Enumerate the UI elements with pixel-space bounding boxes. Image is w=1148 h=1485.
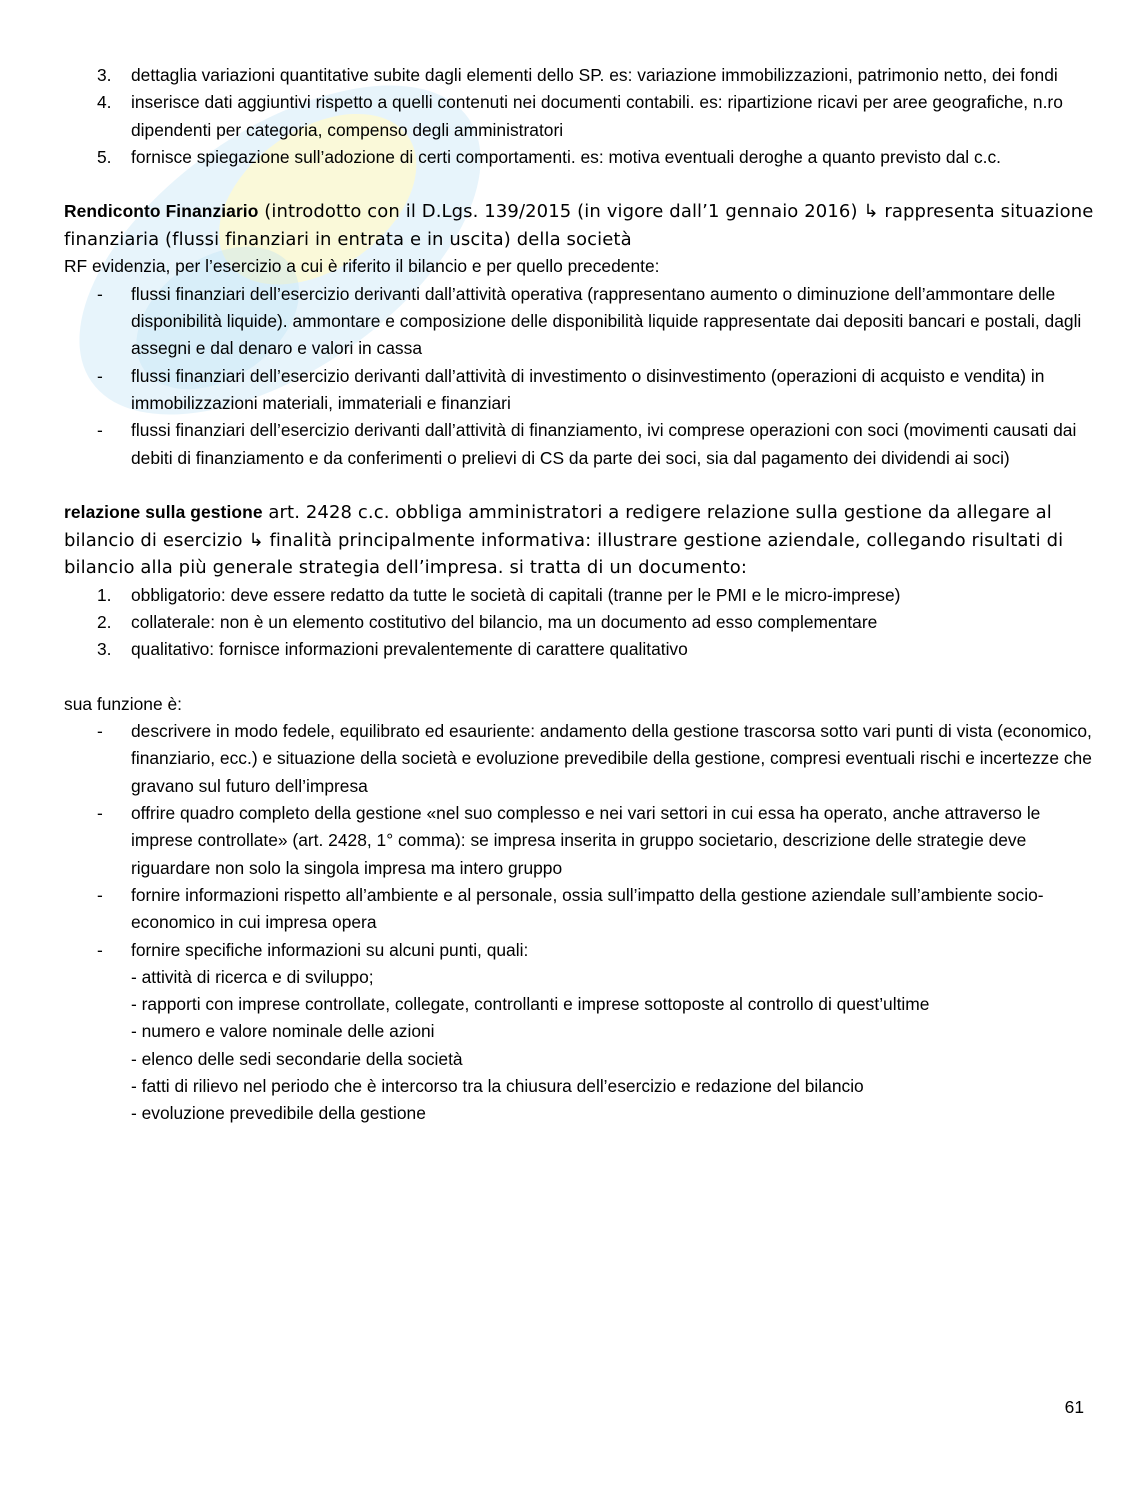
list-item: - flussi finanziari dell’esercizio derivanti dall’attività di investimento o disinvestimento (operazioni di acquisto e vendita) in immobilizzazioni materiali, immateriali e finanziari: [97, 365, 1045, 413]
sub-list-item: - elenco delle sedi secondarie della società: [131, 1048, 463, 1069]
sub-list-item: - fatti di rilievo nel periodo che è intercorso tra la chiusura dell’esercizio e redazione del bilancio: [131, 1076, 864, 1096]
funzione-list: [64, 718, 1094, 1127]
sub-list-item: - rapporti con imprese controllate, collegate, controllanti e imprese sottoposte al controllo di quest’ultime: [131, 994, 930, 1015]
page-content: [64, 62, 1094, 1128]
page-number: 61: [1064, 1397, 1084, 1417]
rendiconto-list: [64, 281, 1094, 472]
list-item: 3. dettaglia variazioni quantitative subite dagli elementi dello SP. es: variazione immobilizzazioni, patrimonio netto, dei fondi: [97, 65, 1058, 85]
funzione-intro: sua funzione è:: [64, 693, 182, 714]
rendiconto-heading: [64, 198, 1094, 253]
rendiconto-intro: RF evidenzia, per l’esercizio a cui è riferito il bilancio e per quello precedente:: [64, 256, 660, 277]
list-item: - descrivere in modo fedele, equilibrato ed esauriente: andamento della gestione trascorsa sotto vari punti di vista (economico, finanziario, ecc.) e situazione della società e evoluzione prevedibile della gestione, compresi eventuali rischi e incertezze che gravano sul futuro dell’impresa: [97, 721, 1092, 796]
sub-list-item: - evoluzione prevedibile della gestione: [131, 1103, 426, 1124]
list-item: - flussi finanziari dell’esercizio derivanti dall’attività di finanziamento, ivi comprese operazioni con soci (movimenti causati dai debiti di finanziamento e da conferimenti o prelievi di CS da parte dei soci, sia dal pagamento dei dividendi ai soci): [97, 420, 1077, 468]
relazione-heading: [64, 499, 1094, 582]
list-item: - fornire specifiche informazioni su alcuni punti, quali: - attività di ricerca e di sviluppo; - rapporti con imprese controllate, collegate, controllanti e imprese sottoposte al controllo di quest’ultime - numero e valore nominale delle azioni - elenco delle sedi secondarie della società - fatti di rilievo nel periodo che è intercorso tra la chiusura dell’esercizio e redazione del bilancio - evoluzione prevedibile della gestione: [64, 937, 1094, 1128]
list-item: 5. fornisce spiegazione sull’adozione di certi comportamenti. es: motiva eventuali deroghe a quanto previsto dal c.c.: [97, 146, 1002, 167]
rendiconto-text: (introdotto con il D.Lgs. 139/2015 (in vigore dall’1 gennaio 2016) ↳ rappresenta situazione finanziaria (flussi finanziari in entrata e in uscita) della società: [64, 201, 1094, 250]
list-item: 4. inserisce dati aggiuntivi rispetto a quelli contenuti nei documenti contabili. es: ripartizione ricavi per aree geografiche, n.ro dipendenti per categoria, compenso degli amministratori: [97, 92, 1063, 140]
list-item: - flussi finanziari dell’esercizio derivanti dall’attività operativa (rappresentano aumento o diminuzione dell’ammontare delle disponibilità liquide). ammontare e composizione delle disponibilità liquide rappresentate dai depositi bancari e postali, dagli assegni e dal denaro e valori in cassa: [97, 283, 1082, 359]
sub-list-item: - numero e valore nominale delle azioni: [131, 1021, 435, 1042]
list-item: - fornire informazioni rispetto all’ambiente e al personale, ossia sull’impatto della gestione aziendale sull’ambiente socio-economico in cui impresa opera: [97, 884, 1044, 933]
relazione-title: relazione sulla gestione: [64, 502, 263, 523]
list-top: [64, 62, 1094, 171]
list-item: 2. collaterale: non è un elemento costitutivo del bilancio, ma un documento ad esso complementare: [97, 611, 878, 632]
relazione-list: [64, 582, 1094, 664]
sub-list-item: - attività di ricerca e di sviluppo;: [131, 966, 374, 987]
list-item: 3. qualitativo: fornisce informazioni prevalentemente di carattere qualitativo: [97, 639, 688, 660]
relazione-text: art. 2428 c.c. obbliga amministratori a redigere relazione sulla gestione da allegare al bilancio di esercizio ↳ finalità principalmente informativa: illustrare gestione aziendale, collegando risultati di bilancio alla più generale strategia dell’impresa. si tratta di un documento:: [64, 502, 1064, 579]
list-item: 1. obbligatorio: deve essere redatto da tutte le società di capitali (tranne per le PMI e le micro-imprese): [97, 584, 901, 605]
list-item: - offrire quadro completo della gestione «nel suo complesso e nei vari settori in cui essa ha operato, anche attraverso le imprese controllate» (art. 2428, 1° comma): se impresa inserita in gruppo societario, descrizione delle strategie deve riguardare non solo la singola impresa ma intero gruppo: [97, 803, 1041, 878]
rendiconto-title: Rendiconto Finanziario: [64, 201, 259, 222]
